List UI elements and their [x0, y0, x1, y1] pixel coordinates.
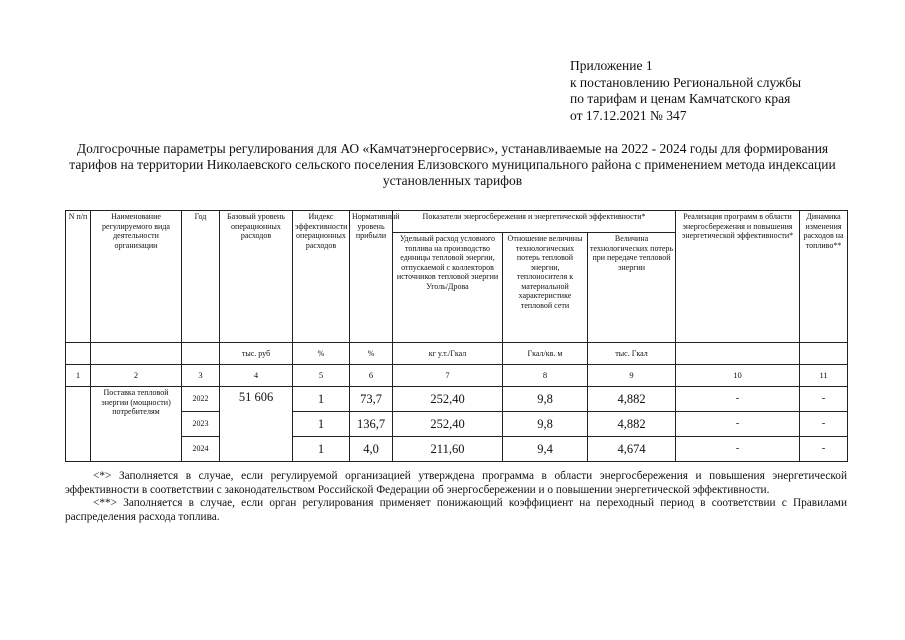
- unit-loss-ratio: Гкал/кв. м: [503, 343, 588, 365]
- row-loss-value: 4,882: [588, 387, 676, 412]
- row-loss-ratio: 9,8: [503, 387, 588, 412]
- header-org: Наименование регулируемого вида деятельности организации: [91, 211, 182, 343]
- appendix-line: от 17.12.2021 № 347: [570, 107, 687, 123]
- col-number: 8: [503, 365, 588, 387]
- row-index: 1: [293, 412, 350, 437]
- row-year: 2024: [182, 437, 220, 462]
- row-year: 2022: [182, 387, 220, 412]
- table-row: [66, 387, 848, 412]
- row-dynamics: -: [800, 437, 848, 462]
- row-loss-ratio: 9,8: [503, 412, 588, 437]
- appendix-block: [570, 58, 801, 124]
- col-number: 1: [66, 365, 91, 387]
- row-profit: 4,0: [350, 437, 393, 462]
- row-loss-value: 4,674: [588, 437, 676, 462]
- row-programs: -: [676, 437, 800, 462]
- row-fuel: 252,40: [393, 387, 503, 412]
- org-name: Поставка тепловой энергии (мощности) потребителям: [91, 387, 182, 462]
- unit-loss-value: тыс. Гкал: [588, 343, 676, 365]
- header-energy-group: Показатели энергосбережения и энергетической эффективности*: [393, 211, 676, 233]
- row-profit: 73,7: [350, 387, 393, 412]
- row-programs: -: [676, 412, 800, 437]
- document-title: Долгосрочные параметры регулирования для АО «Камчатэнергосервис», устанавливаемые на 2022 - 2024 годы для формирования тарифов на территории Николаевского сельского поселения Елизовского муниципального района с применением метода индексации установленных тарифов: [69, 141, 836, 188]
- row-fuel: 211,60: [393, 437, 503, 462]
- row-fuel: 252,40: [393, 412, 503, 437]
- col-number: 3: [182, 365, 220, 387]
- col-number: 7: [393, 365, 503, 387]
- table-row: [66, 412, 848, 437]
- appendix-line: Приложение 1: [570, 58, 653, 73]
- header-loss-ratio: Отношение величины технологических потерь тепловой энергии, теплоносителя к материальной характеристике тепловой сети: [503, 233, 588, 343]
- header-loss-value: Величина технологических потерь при передаче тепловой энергии: [588, 233, 676, 343]
- row-profit: 136,7: [350, 412, 393, 437]
- row-index: 1: [293, 387, 350, 412]
- header-profit: Нормативный уровень прибыли: [350, 211, 393, 343]
- footnote-2: <**> Заполняется в случае, если орган регулирования применяет понижающий коэффициент на переходный период в соответствии с Правилами распределения расхода топлива.: [65, 497, 847, 523]
- unit-fuel: кг у.т./Гкал: [393, 343, 503, 365]
- row-programs: -: [676, 387, 800, 412]
- col-number: 9: [588, 365, 676, 387]
- header-dynamics: Динамика изменения расходов на топливо**: [800, 211, 848, 343]
- footnotes: [65, 470, 847, 524]
- table-row: [66, 437, 848, 462]
- header-programs: Реализация программ в области энергосбережения и повышения энергетической эффективности*: [676, 211, 800, 343]
- row-index: 1: [293, 437, 350, 462]
- header-index: Индекс эффективности операционных расходов: [293, 211, 350, 343]
- col-number: 10: [676, 365, 800, 387]
- row-loss-value: 4,882: [588, 412, 676, 437]
- row-dynamics: -: [800, 412, 848, 437]
- appendix-line: по тарифам и ценам Камчатского края: [570, 91, 791, 106]
- header-year: Год: [182, 211, 220, 343]
- col-number: 6: [350, 365, 393, 387]
- col-number: 11: [800, 365, 848, 387]
- header-num: N п/п: [66, 211, 91, 343]
- unit-index: %: [293, 343, 350, 365]
- col-number: 5: [293, 365, 350, 387]
- row-loss-ratio: 9,4: [503, 437, 588, 462]
- header-base: Базовый уровень операционных расходов: [220, 211, 293, 343]
- appendix-line: к постановлению Региональной службы: [570, 74, 802, 90]
- parameters-table: [65, 210, 848, 462]
- header-fuel: Удельный расход условного топлива на производство единицы тепловой энергии, отпускаемой с коллекторов источников тепловой энергии Уголь/Дрова: [393, 233, 503, 343]
- col-number: 2: [91, 365, 182, 387]
- unit-profit: %: [350, 343, 393, 365]
- unit-base: тыс. руб: [220, 343, 293, 365]
- footnote-1: <*> Заполняется в случае, если регулируемой организацией утверждена программа в области энергосбережения и повышения энергетической эффективности в соответствии с законодательством Российской Федерации об энергосбережении и о повышении энергетической эффективности.: [65, 470, 847, 496]
- row-year: 2023: [182, 412, 220, 437]
- row-dynamics: -: [800, 387, 848, 412]
- col-number: 4: [220, 365, 293, 387]
- base-value: 51 606: [220, 387, 293, 462]
